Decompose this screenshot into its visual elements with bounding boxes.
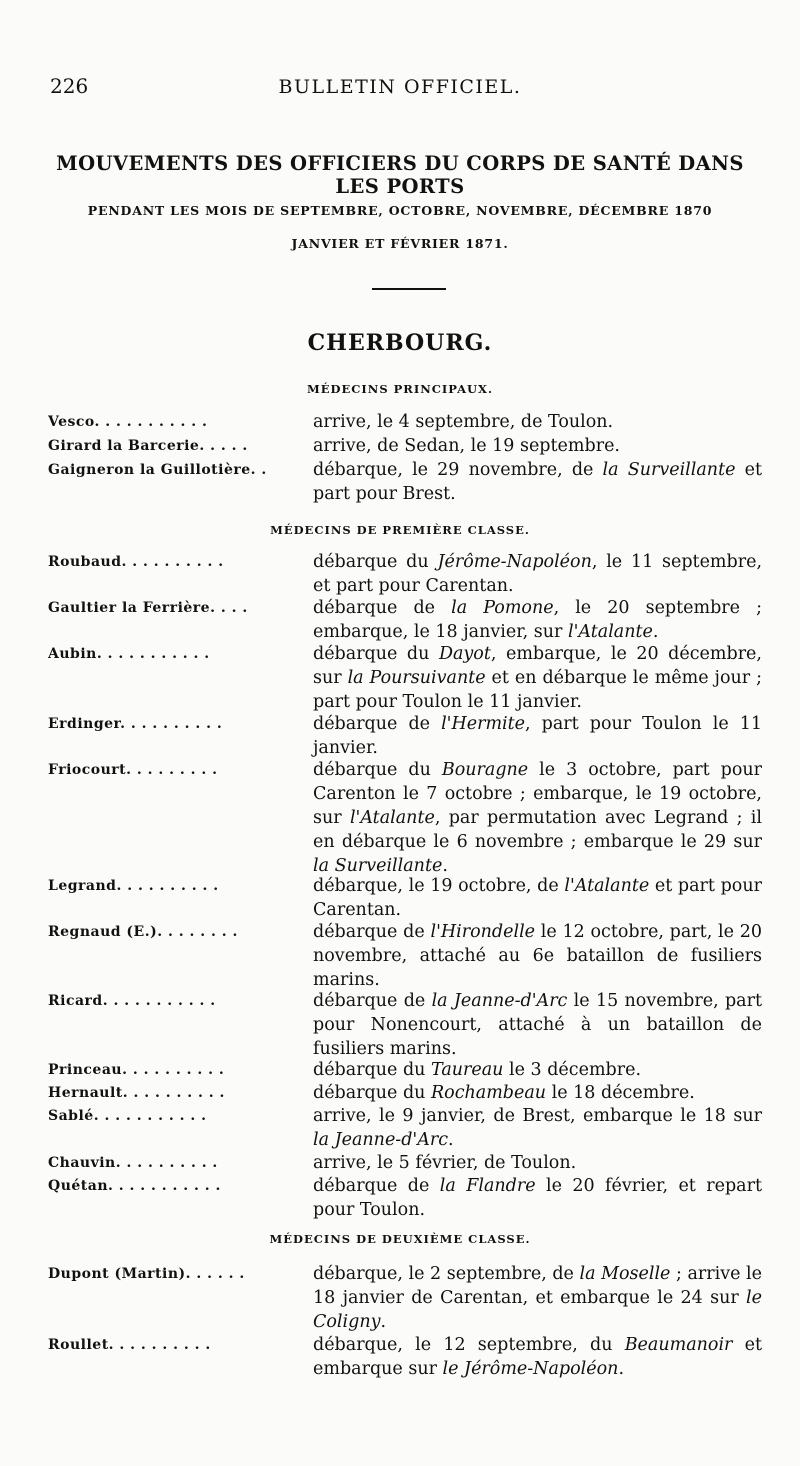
officer-name: Sablé. . . . . . . . . . . — [48, 1108, 207, 1124]
officer-name: Girard la Barcerie. . . . . — [48, 438, 248, 454]
movement-description: débarque du Dayot, embarque, le 20 décembre, sur la Poursuivante et en débarque le même jour ; part pour Toulon le 11 janvier. — [313, 644, 762, 712]
running-head: BULLETIN OFFICIEL. — [278, 76, 522, 98]
officer-name: Chauvin. . . . . . . . . . — [48, 1155, 218, 1171]
officer-name: Gaultier la Ferrière. . . . — [48, 600, 248, 616]
officer-name: Roubaud. . . . . . . . . . — [48, 554, 224, 570]
document-title: MOUVEMENTS DES OFFICIERS DU CORPS DE SANTÉ DANS LES PORTS — [56, 152, 744, 198]
movement-description: débarque, le 29 novembre, de la Surveillante et part pour Brest. — [313, 460, 762, 504]
officer-name: Regnaud (E.). . . . . . . . — [48, 924, 238, 940]
officer-name: Dupont (Martin). . . . . . — [48, 1266, 245, 1282]
title-period-line-1: PENDANT LES MOIS DE SEPTEMBRE, OCTOBRE, NOVEMBRE, DÉCEMBRE 1870 — [87, 203, 713, 218]
officer-name: Gaigneron la Guillotière. . — [48, 462, 267, 478]
movement-description: arrive, de Sedan, le 19 septembre. — [313, 436, 620, 456]
officer-name: Friocourt. . . . . . . . . — [48, 762, 218, 778]
officer-name: Roullet. . . . . . . . . . — [48, 1337, 211, 1353]
movement-description: débarque de la Pomone, le 20 septembre ; embarque, le 18 janvier, sur l'Atalante. — [313, 598, 763, 642]
movement-description: débarque de la Flandre le 20 février, et repart pour Toulon. — [313, 1176, 763, 1220]
officer-name: Princeau. . . . . . . . . . — [48, 1062, 225, 1078]
movement-description: arrive, le 4 septembre, de Toulon. — [313, 412, 614, 432]
officer-name: Legrand. . . . . . . . . . — [48, 878, 219, 894]
movement-description: débarque du Rochambeau le 18 décembre. — [313, 1083, 695, 1103]
movement-description: débarque de l'Hermite, part pour Toulon le 11 janvier. — [313, 714, 763, 758]
movement-description: débarque, le 19 octobre, de l'Atalante et part pour Carentan. — [313, 876, 762, 920]
movement-description: débarque du Taureau le 3 décembre. — [313, 1060, 642, 1080]
movement-description: débarque, le 2 septembre, de la Moselle ; arrive le 18 janvier de Carentan, et embarque le 24 sur le Coligny. — [313, 1264, 762, 1332]
section-heading-deuxieme-classe: MÉDECINS DE DEUXIÈME CLASSE. — [269, 1232, 531, 1246]
movement-description: arrive, le 9 janvier, de Brest, embarque le 18 sur la Jeanne-d'Arc. — [313, 1106, 762, 1150]
port-heading: CHERBOURG. — [307, 330, 493, 356]
officer-name: Quétan. . . . . . . . . . . — [48, 1178, 221, 1194]
officer-name: Hernault. . . . . . . . . . — [48, 1085, 225, 1101]
movement-description: débarque du Jérôme-Napoléon, le 11 septembre, et part pour Carentan. — [313, 552, 763, 596]
page-header — [50, 74, 750, 104]
movement-description: débarque de l'Hirondelle le 12 octobre, part, le 20 novembre, attaché au 6e bataillon de fusiliers marins. — [313, 922, 762, 990]
officer-name: Ricard. . . . . . . . . . . — [48, 993, 216, 1009]
officer-name: Aubin. . . . . . . . . . . — [48, 646, 210, 662]
movement-description: débarque, le 12 septembre, du Beaumanoir et embarque sur le Jérôme-Napoléon. — [313, 1335, 762, 1379]
page-number: 226 — [50, 74, 89, 98]
movement-description: débarque de la Jeanne-d'Arc le 15 novembre, part pour Nonencourt, attaché à un bataillon de fusiliers marins. — [313, 991, 762, 1059]
officer-name: Vesco. . . . . . . . . . . — [48, 414, 208, 430]
movement-description: débarque du Bouragne le 3 octobre, part pour Carenton le 7 octobre ; embarque, le 19 octobre, sur l'Atalante, par permutation avec Legrand ; il en débarque le 6 novembre ; embarque le 29 sur la Surveillante. — [313, 760, 763, 876]
movement-description: arrive, le 5 février, de Toulon. — [313, 1153, 577, 1173]
section-heading-principaux: MÉDECINS PRINCIPAUX. — [307, 382, 493, 396]
section-heading-premiere-classe: MÉDECINS DE PREMIÈRE CLASSE. — [270, 523, 530, 537]
title-period-line-2: JANVIER ET FÉVRIER 1871. — [291, 236, 509, 251]
officer-name: Erdinger. . . . . . . . . . — [48, 716, 223, 732]
separator-rule — [372, 288, 446, 290]
